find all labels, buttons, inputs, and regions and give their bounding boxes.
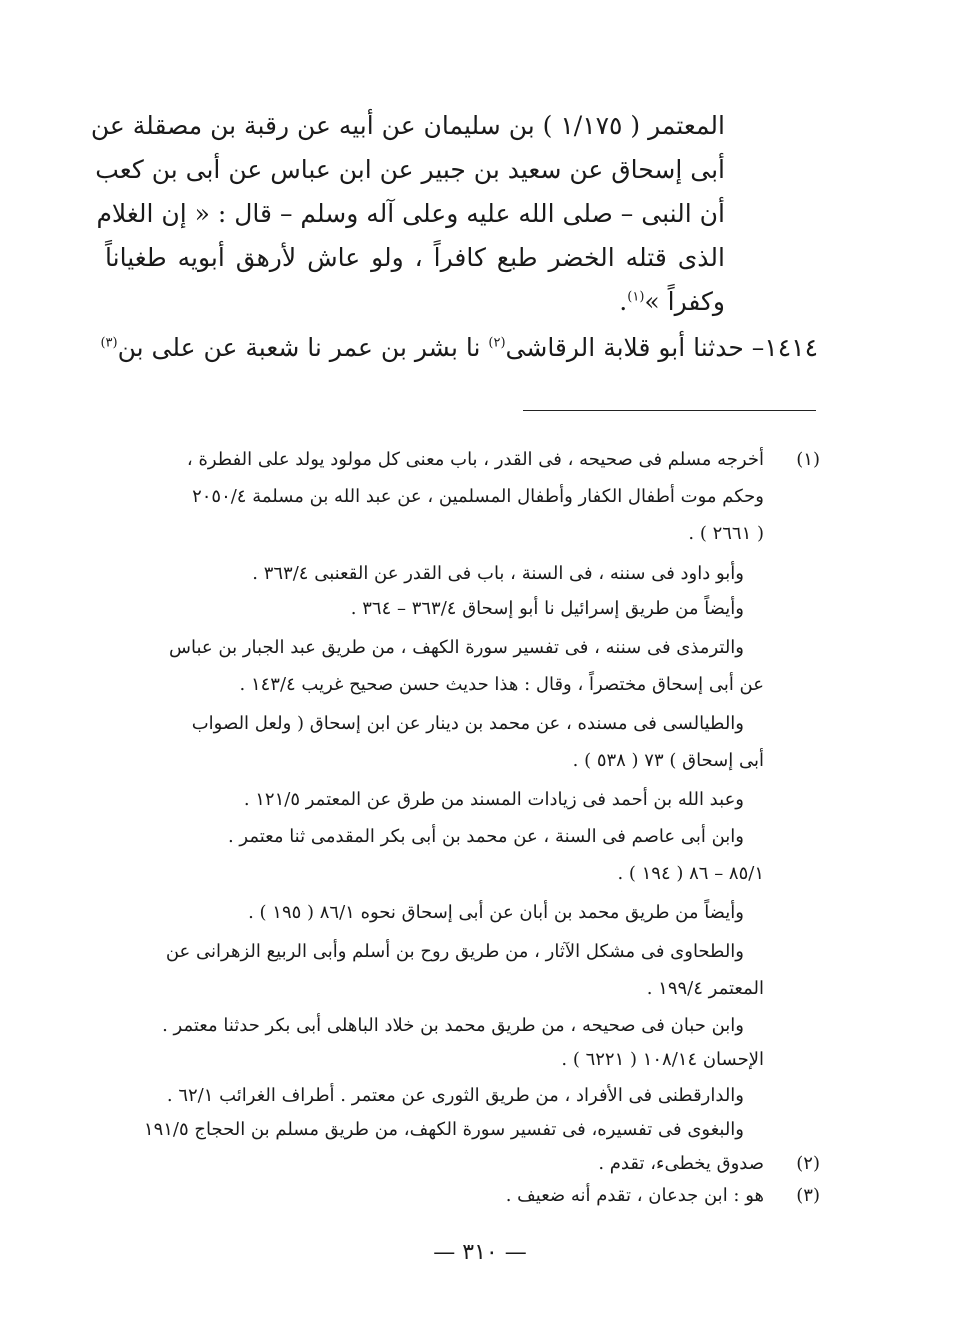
footnote-line: والترمذى فى سننه ، فى تفسير سورة الكهف ، من طريق عبد الجبار بن عباس <box>169 637 744 658</box>
footnote-line: أخرجه مسلم فى صحيحه ، فى القدر ، باب معنى كل مولود يولد على الفطرة ، <box>186 449 764 470</box>
hadith-text-a: حدثنا أبو قلابة الرقاشى <box>505 333 744 362</box>
footnote-line: أبى إسحاق ) ٧٣ ( ٥٣٨ ) . <box>572 750 764 771</box>
footnote-line: ٨٥/١ – ٨٦ ( ١٩٤ ) . <box>617 863 764 884</box>
main-text-line-5-text: وكفراً » <box>644 287 725 316</box>
main-text-line-4: الذى قتله الخضر طبع كافراً ، ولو عاش لأرهق أبويه طغياناً <box>105 243 725 272</box>
main-text-line-2: أبى إسحاق عن سعيد بن جبير عن ابن عباس عن أبى بن كعب <box>95 155 725 184</box>
footnote-line: وأيضاً من طريق إسرائيل نا أبو إسحاق ٣٦٣/٤ – ٣٦٤ . <box>350 598 744 619</box>
footnote-ref-1: (١) <box>627 289 645 305</box>
footnote-line: الإحسان ١٠٨/١٤ ( ٦٢٢١ ) . <box>561 1049 764 1070</box>
footnote-line: وعبد الله بن أحمد فى زيادات المسند من طرق عن المعتمر ١٢١/٥ . <box>243 789 744 810</box>
footnote-number-2: (٢) <box>796 1153 820 1174</box>
footnote-line: والطحاوى فى مشكل الآثار ، من طريق روح بن أسلم وأبى الربيع الزهرانى عن <box>165 941 744 962</box>
footnote-line: المعتمر ١٩٩/٤ . <box>646 978 764 999</box>
footnote-line: والبغوى فى تفسيره، فى تفسير سورة الكهف، من طريق مسلم بن الحجاج ١٩١/٥ <box>143 1119 744 1140</box>
footnote-line: ( ٢٦٦١ ) . <box>688 523 764 544</box>
footnote-number-3: (٣) <box>796 1185 820 1206</box>
footnote-line: والطيالسى فى مسنده ، عن محمد بن دينار عن ابن إسحاق ( ولعل الصواب <box>191 713 744 734</box>
footnote-line: صدوق يخطىء، تقدم . <box>598 1153 764 1174</box>
main-text-line-5 <box>105 282 725 322</box>
footnote-line: والدارقطنى فى الأفراد ، من طريق الثورى عن معتمر . أطراف الغرائب ٦٢/١ . <box>166 1085 744 1106</box>
page-number: — ٣١٠ — <box>433 1240 527 1265</box>
footnote-line: وابن حبان فى صحيحه ، من طريق محمد بن خلاد الباهلى أبى بكر حدثنا معتمر . <box>162 1015 744 1036</box>
hadith-line <box>100 328 818 368</box>
footnote-line: هو : ابن جدعان ، تقدم أنه ضعيف . <box>505 1185 764 1206</box>
main-text-line-1: المعتمر ( ١/١٧٥ ) بن سليمان عن أبيه عن رقبة بن مصقلة عن <box>90 111 725 140</box>
footnote-separator <box>523 410 816 411</box>
footnote-ref-2: (٢) <box>488 335 506 351</box>
hadith-number: ١٤١٤– <box>751 333 818 362</box>
footnote-line: وأيضاً من طريق محمد بن أبان عن أبى إسحاق نحوه ٨٦/١ ( ١٩٥ ) . <box>248 902 744 923</box>
period: . <box>619 287 628 316</box>
footnote-number-1: (١) <box>796 449 820 470</box>
footnote-line: وابن أبى عاصم فى السنة ، عن محمد بن أبى بكر المقدمى ثنا معتمر . <box>227 826 744 847</box>
footnote-line: وحكم موت أطفال الكفار وأطفال المسلمين ، عن عبد الله بن مسلمة ٢٠٥٠/٤ <box>192 486 764 507</box>
footnote-line: عن أبى إسحاق مختصراً ، وقال : هذا حديث حسن صحيح غريب ١٤٣/٤ . <box>239 674 764 695</box>
footnote-ref-3: (٣) <box>100 335 118 351</box>
main-text-line-3: أن النبى – صلى الله عليه وعلى آله وسلم – قال : « إن الغلام <box>96 199 725 228</box>
footnote-line: وأبو داود فى سننه ، فى السنة ، باب فى القدر عن القعنبى ٣٦٣/٤ . <box>252 563 744 584</box>
hadith-text-b: نا بشر بن عمر نا شعبة عن على بن <box>117 333 481 362</box>
